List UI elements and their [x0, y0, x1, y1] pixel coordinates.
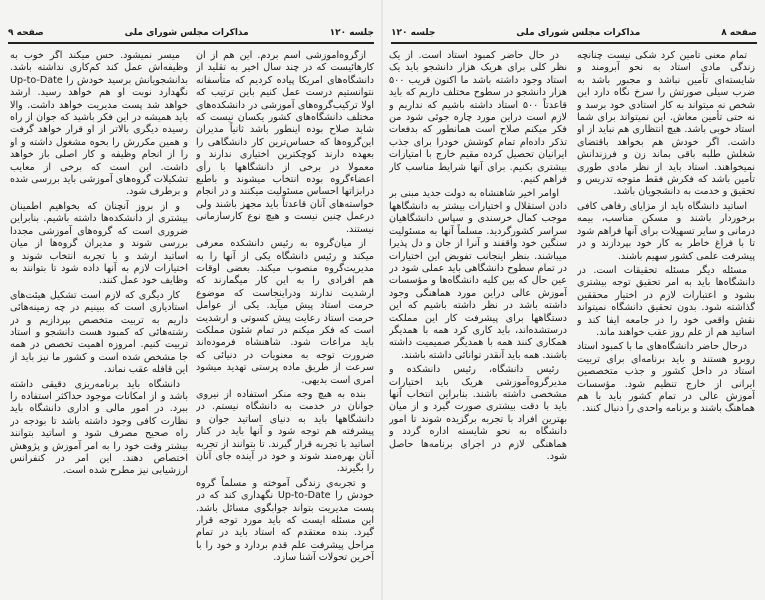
paragraph: بنده به هیچ وجه منکر استفاده از نیروی جوانان در خدمت به دانشگاه نیستم. در دانشگاهها باید به دنیای اساتید جوان و پیشرفته هم توجه شود و آنها باید در کنار اساتید با تجربه قرار گیرند. تا بتوانند از تجربه آنان بهره‌مند شوند و خود در آینده جای آنان را بگیرند.	[196, 388, 374, 475]
header-title: مذاکرات مجلس شورای ملی	[124, 28, 249, 38]
paragraph: و تجربه‌ی زندگی آموخته و مسلماً گروه خودش را Up-to-Date نگهداری کند که در پست مدیریت بتواند جوابگوی مسائل باشد. این مسئله ایست که باید مورد توجه قرار گیرد. بنده معتقدم که استاد باید در تمام مراحل پیشرفت علم قدم بردارد و خود را با آخرین تحولات آشنا سازد.	[196, 477, 374, 564]
paragraph: و از بروز آنچنان که بخواهیم اطمینان بیشتری از دانشکده‌ها داشته باشیم. بنابراین ضروری است که گروه‌های آموزشی مجددا بررسی شوند و مدیران گروه‌ها از میان اساتید ارشد و با تجربه انتخاب شوند و اختیارات لازم به آنها داده شود تا بتوانند به وظایف خود عمل کنند.	[10, 200, 188, 287]
column-right	[577, 50, 755, 595]
session-number: جلسه ۱۲۰	[391, 28, 436, 38]
paragraph: مسئله دیگر مسئله تحقیقات است. در دانشگاه‌ها باید به امر تحقیق توجه بیشتری بشود و اعتبارات لازم در اختیار محققین گذاشته شود. بدون تحقیق دانشگاه نمیتواند نقش واقعی خود را در جامعه ایفا کند و اساتید هم از علم روز عقب خواهند ماند.	[577, 264, 755, 338]
paragraph: کار دیگری که لازم است تشکیل هیئت‌های استادیاری است که ببینیم در چه زمینه‌هائی داریم به تربیت متخصص بپردازیم و در رشته‌هائی که کمبود هست دانشجو و استاد تربیت کنیم. امروزه اهمیت تخصص در همه جا مشخص شده است و کشور ما نیز باید از این قافله عقب نماند.	[10, 289, 188, 376]
column-left	[389, 50, 567, 595]
paragraph: اوامر اخیر شاهنشاه به دولت جدید مبنی بر دادن استقلال و اختیارات بیشتر به دانشگاهها موجب کمال خرسندی و سپاس دانشگاهیان سراسر کشورگردید. مسلماً آنها به مسئولیت سنگین خود واقفند و آنرا از جان و دل پذیرا میباشند. بنظر اینجانب تفویض این اختیارات در تمام سطوح دانشگاهی باید عملی شود در عین حال که بین کلیه دانشگاه‌ها و مؤسسات آموزش عالی دراین مورد هماهنگی وجود داشته باشد در نظر داشته باشیم که این دستگاهها برای پیشرفت کار این مملکت درستشده‌اند، باید کاری کرد همه با همدیگر همکاری کنند همه با همدیگر صمیمیت داشته باشند. همه باید آنقدر توانائی داشته باشند.	[389, 188, 567, 361]
header-rule	[8, 42, 374, 44]
page-9	[0, 0, 382, 600]
column-left	[10, 50, 188, 595]
paragraph: در حال حاضر کمبود استاد است. از یک نظر کلی برای هریک هزار دانشجو باید یک استاد وجود داشته باشد ما اکنون قریب ۵۰۰ هزار دانشجو در سطوح مختلف داریم که باید قاعدتاً ۵۰۰ استاد داشته باشیم که نداریم و لازم است دراین مورد چاره جوئی شود من فکر میکنم صلاح است همانطور که بدفعات تذکر داده‌ام تمام کوشش خودرا برای جذب ایرانیان تحصیل کرده مقیم خارج با امتیازات بیشتری بکنیم. برای آنها شرایط مناسب کار فراهم کنیم.	[389, 50, 567, 186]
paragraph: اساتید دانشگاه باید از مزایای رفاهی کافی برخوردار باشند و مسکن مناسب، بیمه درمانی و سایر تسهیلات برای آنها فراهم شود تا با فراغ خاطر به کار خود بپردازند و در پیشرفت علمی کشور سهیم باشند.	[577, 200, 755, 262]
paragraph: درحال حاضر دانشگاه‌های ما با کمبود استاد روبرو هستند و باید برنامه‌ای برای تربیت استاد در داخل کشور و جذب متخصصین ایرانی از خارج تنظیم شود. مؤسسات آموزش عالی در تمام کشور باید با هم هماهنگ باشند و برنامه واحدی را دنبال کنند.	[577, 341, 755, 415]
paragraph: تمام معنی تأمین کرد شکی نیست چنانچه زندگی مادی استاد به نحو آبرومند و شایسته‌ای تأمین نباشد و مجبور باشد به ضرب سیلی صورتش را سرخ نگاه دارد این شخص نه میتواند به کار استادی خود برسد و نه حتی تأمین معاش. این نمیتواند برای شما استاد خوبی باشد. هیچ انتظاری هم نباید از او داشت. اگر خودش هم بخواهد باقتضای شغلش طلبه باقی بماند زن و فرزندانش نمیخواهند. استاد باید از نظر مادی طوری تأمین باشد که فکرش فقط متوجه تدریس و تحقیق و خدمت به دانشجویان باشد.	[577, 50, 755, 198]
page-header	[8, 28, 374, 42]
paragraph: رئیس دانشگاه، رئیس دانشکده و مدیرگروه‌آموزشی هریک باید اختیارات مشخصی داشته باشند. بنابراین انتخاب آنها باید با دقت بیشتری صورت گیرد و از میان بهترین افراد با تجربه برگزیده شوند تا امور دانشگاه به نحو شایسته اداره گردد و هماهنگی لازم در اجرای برنامه‌ها حاصل شود.	[389, 364, 567, 462]
paragraph: میسر نمیشود. حس میکند اگر خوب به وظیفه‌اش عمل کند کم‌کاری نداشته باشد. بدانشجویانش برسید خودش را Up-to-Date نگهدارد نوبت او هم خواهد رسید. ارشد خواهد شد پست مدیریت خواهد داشت. والا باید همیشه در این فکر باشید که جوان از راه رسیده دیگری بالاتر از او قرار خواهد گرفت و همین مکررش را بحوه مشغول داشته و او را از انجام وظیفه و کار اصلی باز خواهد داشت. این است که برخی از معایب تشکیلات گروه‌های آموزشی باید بررسی شده و برطرف شود.	[10, 50, 188, 198]
page-number: صفحه ۹	[8, 28, 44, 38]
page-number: صفحه ۸	[721, 28, 757, 38]
paragraph: دانشگاه باید برنامه‌ریزی دقیقی داشته باشد و از امکانات موجود حداکثر استفاده را ببرد. در امور مالی و اداری دانشگاه باید نظارت کافی وجود داشته باشد تا بودجه در راه صحیح مصرف شود و اساتید بتوانند بیشتر وقت خود را به امر آموزش و پژوهش اختصاص دهند. این امر در کنفرانس ارزشیابی نیز مطرح شده است.	[10, 378, 188, 477]
page-header	[391, 28, 757, 42]
page-8	[383, 0, 765, 600]
paragraph: ازگروه‌آموزشی اسم بردم. این هم از آن کارهائیست که در چند سال اخیر به تقلید از دانشگاه‌های امریکا پیاده کردیم که متأسفانه نتوانستیم درست عمل کنیم باین ترتیب که اولا ترکیب‌گروه‌های آموزشی در دانشکده‌های مختلف دانشگاه‌های کشور یکسان نیست که شاید صلاح بوده اینطور باشد ثانیاً مدیران این‌گروه‌ها که حساس‌ترین کار دانشگاهی را بعهده دارند کوچکترین اختیاری ندارند و معمولا در برخی از دانشگاهها با رأی اعضاءگروه بوده انتخاب میشوند و باطبع درابزاتها احساس مسئولیت میکنند و در انجام خواسته‌های آنان قاعدتاً باید مجهز باشند ولی درعمل چنین نیست و هیچ نوع کارسازمانی نیستند.	[196, 50, 374, 235]
header-title: مذاکرات مجلس شورای ملی	[516, 28, 641, 38]
session-number: جلسه ۱۲۰	[329, 28, 374, 38]
paragraph: از میان‌گروه به رئیس دانشکده معرفی میکند و رئیس دانشگاه یکی از آنها را به مدیریت‌گروه منصوب میکند. بعضی اوقات هم افرادی را به این کار میگمارند که ارشدیت ندارند ودراینجاست که موضوع حرمت استاد پیش میآید. یکی از عوامل حرمت استاد رعایت پیش کسوتی و ارشدیت است که فکر میکنم در تمام شئون مملکت باید مراعات شود. شاهنشاه فرموده‌اند ضرورت توجه به معنویات در دنیائی که سرعت از طریق ماده پرستی تهدید میشود امری است بدیهی.	[196, 238, 374, 386]
column-right	[196, 50, 374, 595]
header-rule	[391, 42, 757, 44]
